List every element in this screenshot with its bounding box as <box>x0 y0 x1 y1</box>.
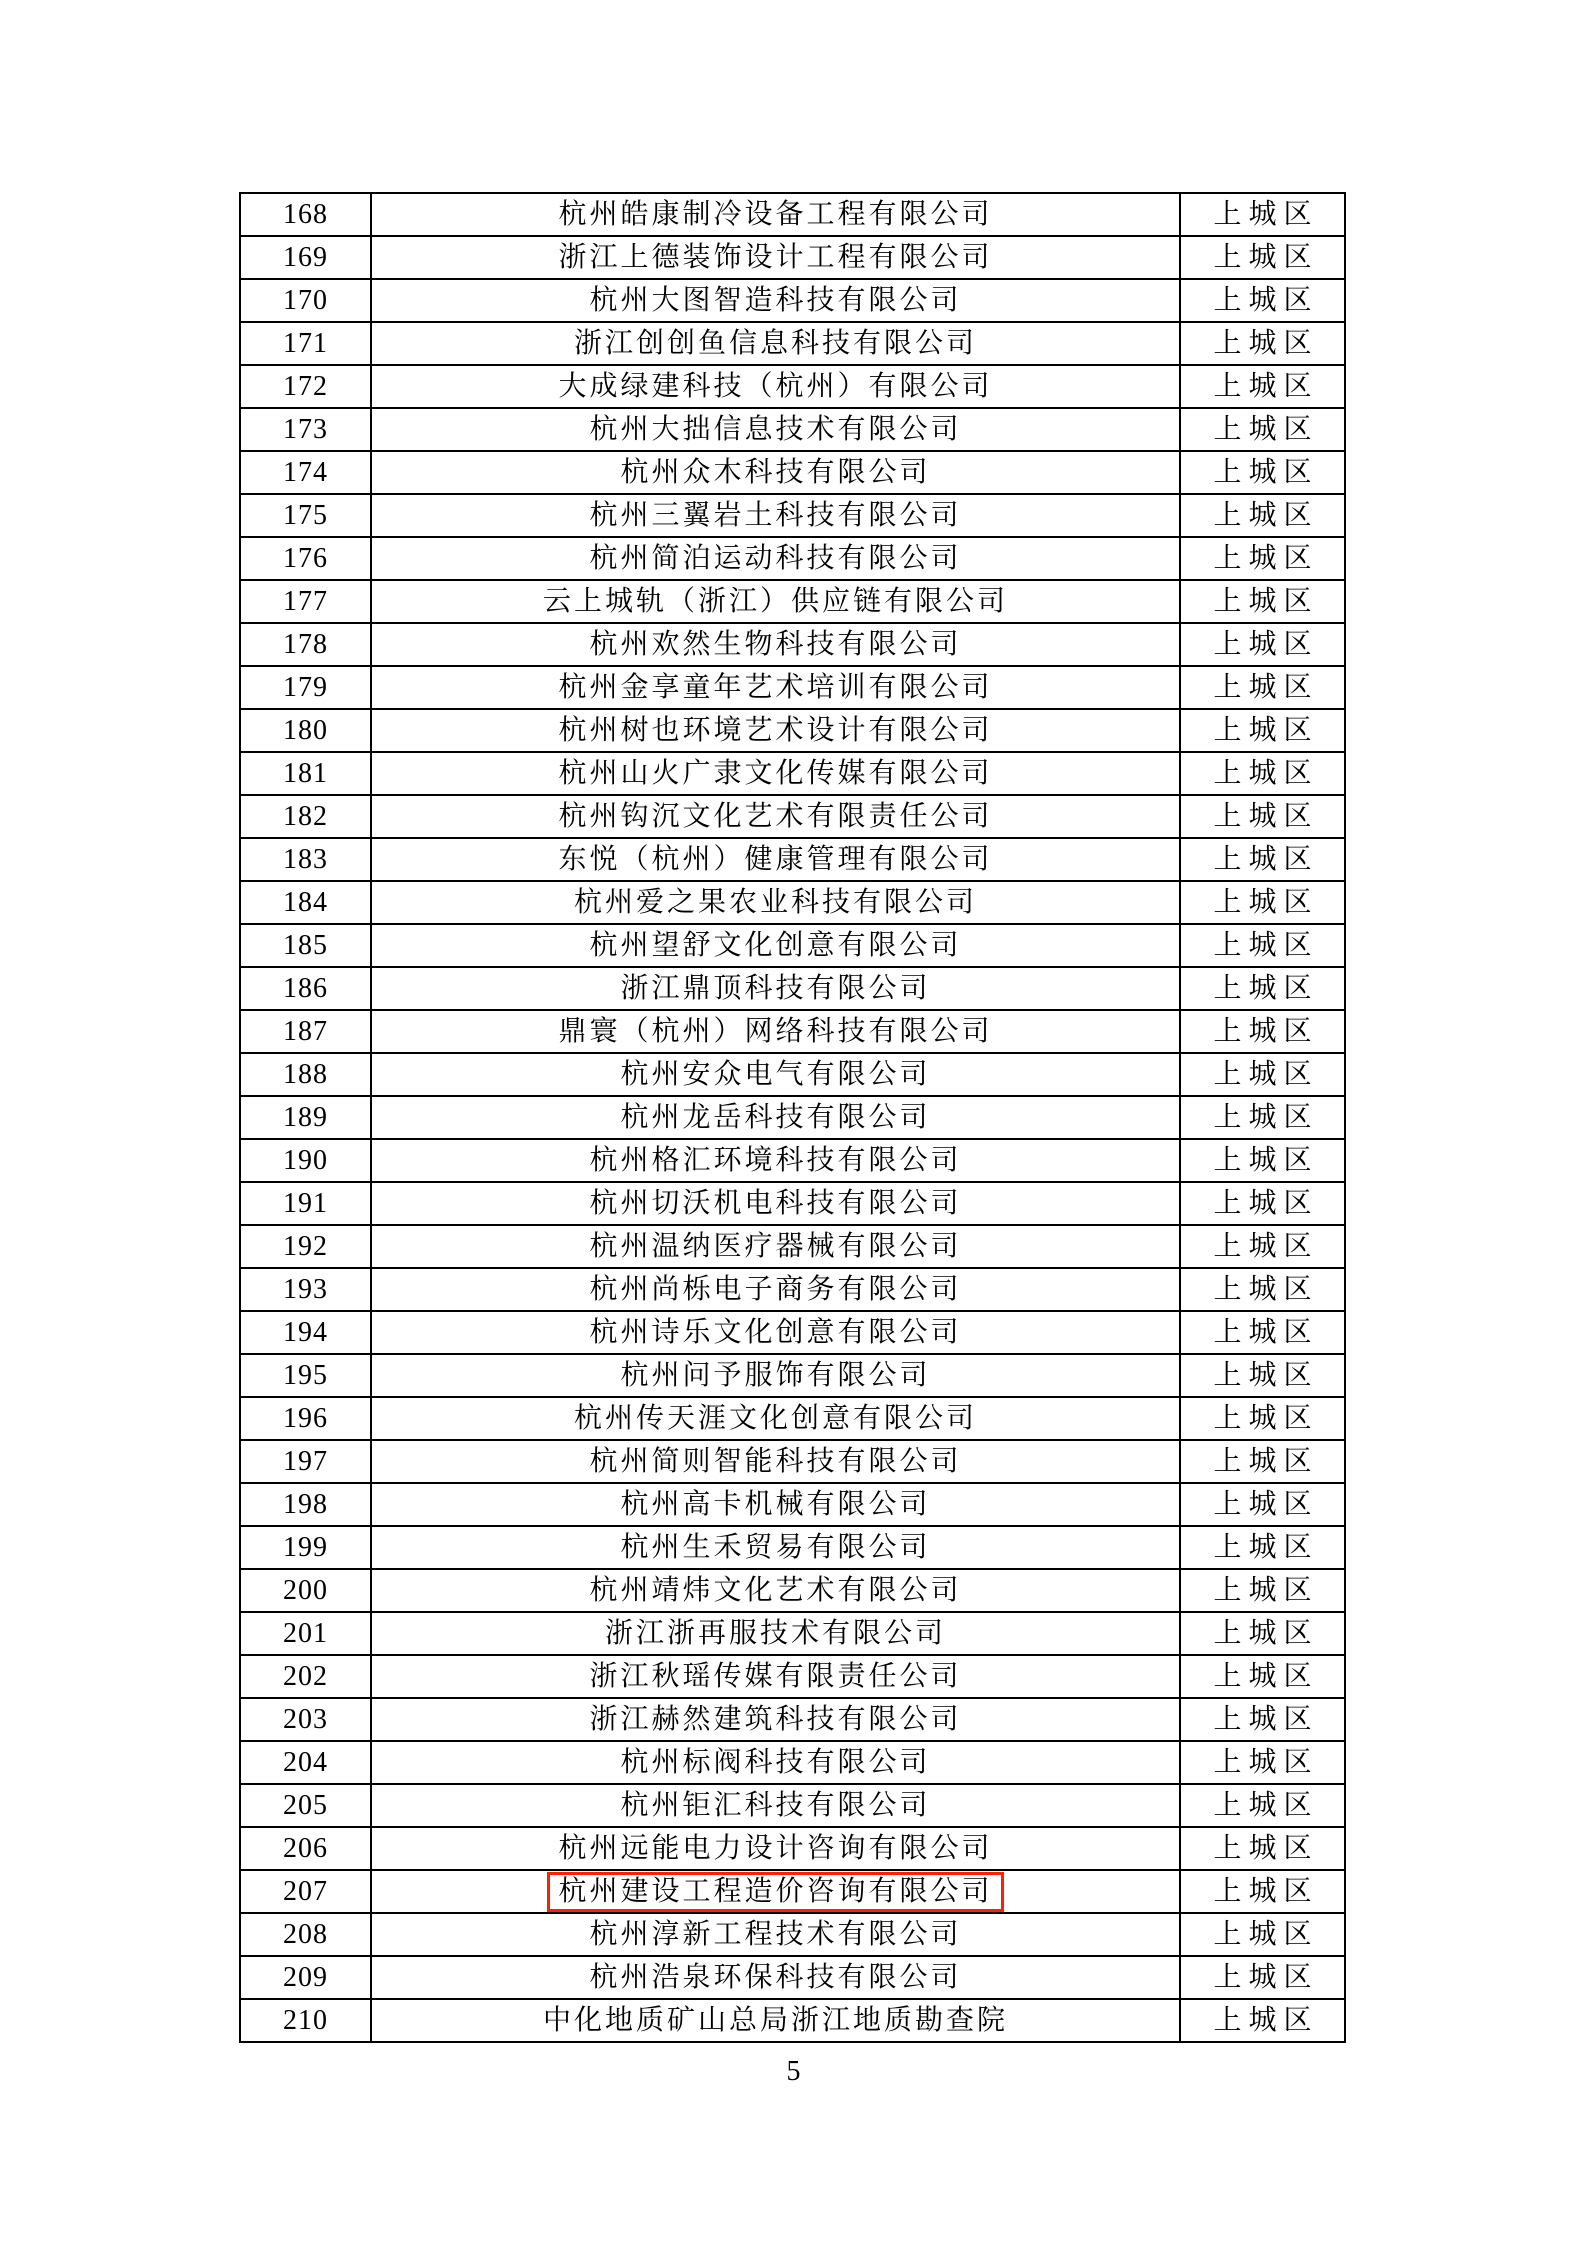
company-name-text: 杭州众木科技有限公司 <box>620 456 931 488</box>
company-name-cell <box>371 580 1180 623</box>
company-name-cell <box>371 1870 1180 1913</box>
district-cell <box>1180 1225 1345 1268</box>
company-name-text: 杭州树也环境艺术设计有限公司 <box>558 714 993 746</box>
district-text: 上城区 <box>1213 1230 1319 1262</box>
district-cell <box>1180 1741 1345 1784</box>
district-text: 上城区 <box>1213 327 1319 359</box>
district-cell <box>1180 1440 1345 1483</box>
row-number-cell: 203 <box>240 1698 371 1741</box>
company-name-text: 中化地质矿山总局浙江地质勘查院 <box>542 2004 1008 2036</box>
table-row <box>240 1612 1345 1655</box>
company-name-cell <box>371 1569 1180 1612</box>
company-name-cell <box>371 1612 1180 1655</box>
row-number-cell: 194 <box>240 1311 371 1354</box>
table-row <box>240 1440 1345 1483</box>
table-row <box>240 1268 1345 1311</box>
row-number-cell: 184 <box>240 881 371 924</box>
row-number-cell: 209 <box>240 1956 371 1999</box>
district-text: 上城区 <box>1213 714 1319 746</box>
company-name-cell <box>371 408 1180 451</box>
company-name-text: 杭州大图智造科技有限公司 <box>589 284 962 316</box>
district-cell <box>1180 1354 1345 1397</box>
district-cell <box>1180 1397 1345 1440</box>
district-cell <box>1180 1956 1345 1999</box>
company-name-cell <box>371 322 1180 365</box>
company-name-cell <box>371 924 1180 967</box>
company-name-text: 鼎寰（杭州）网络科技有限公司 <box>558 1015 993 1047</box>
table-row <box>240 967 1345 1010</box>
row-number-cell: 207 <box>240 1870 371 1913</box>
company-name-cell <box>371 795 1180 838</box>
district-cell <box>1180 451 1345 494</box>
company-name-text: 杭州标阀科技有限公司 <box>620 1746 931 1778</box>
district-cell <box>1180 1311 1345 1354</box>
row-number-cell: 183 <box>240 838 371 881</box>
district-cell <box>1180 236 1345 279</box>
company-name-text: 浙江创创鱼信息科技有限公司 <box>573 327 977 359</box>
district-cell <box>1180 1182 1345 1225</box>
table-row <box>240 1569 1345 1612</box>
row-number-cell: 210 <box>240 1999 371 2042</box>
row-number-cell: 174 <box>240 451 371 494</box>
company-name-text: 杭州钜汇科技有限公司 <box>620 1789 931 1821</box>
row-number-cell: 193 <box>240 1268 371 1311</box>
company-name-text: 浙江上德装饰设计工程有限公司 <box>558 241 993 273</box>
row-number-cell: 171 <box>240 322 371 365</box>
district-cell <box>1180 881 1345 924</box>
company-name-cell <box>371 1741 1180 1784</box>
table-row <box>240 1182 1345 1225</box>
district-cell <box>1180 924 1345 967</box>
district-text: 上城区 <box>1213 929 1319 961</box>
row-number-cell: 205 <box>240 1784 371 1827</box>
district-text: 上城区 <box>1213 886 1319 918</box>
district-text: 上城区 <box>1213 1617 1319 1649</box>
table-row <box>240 795 1345 838</box>
row-number-cell: 187 <box>240 1010 371 1053</box>
table-row <box>240 236 1345 279</box>
table-row <box>240 924 1345 967</box>
company-name-cell <box>371 193 1180 236</box>
company-name-cell <box>371 1268 1180 1311</box>
table-row <box>240 1913 1345 1956</box>
row-number-cell: 180 <box>240 709 371 752</box>
table-row <box>240 1483 1345 1526</box>
table-row <box>240 1655 1345 1698</box>
district-text: 上城区 <box>1213 843 1319 875</box>
district-cell <box>1180 1999 1345 2042</box>
table-row <box>240 1526 1345 1569</box>
page-number: 5 <box>786 2056 801 2087</box>
table-row <box>240 838 1345 881</box>
district-text: 上城区 <box>1213 1574 1319 1606</box>
table-row <box>240 1999 1345 2042</box>
district-cell <box>1180 1698 1345 1741</box>
table-row <box>240 1139 1345 1182</box>
row-number-cell: 168 <box>240 193 371 236</box>
row-number-cell: 208 <box>240 1913 371 1956</box>
company-name-text: 杭州温纳医疗器械有限公司 <box>589 1230 962 1262</box>
district-text: 上城区 <box>1213 1832 1319 1864</box>
district-cell <box>1180 1827 1345 1870</box>
district-cell <box>1180 279 1345 322</box>
district-text: 上城区 <box>1213 2004 1319 2036</box>
company-name-text: 东悦（杭州）健康管理有限公司 <box>558 843 993 875</box>
district-text: 上城区 <box>1213 1961 1319 1993</box>
company-name-text: 杭州切沃机电科技有限公司 <box>589 1187 962 1219</box>
company-name-cell <box>371 1827 1180 1870</box>
table-row <box>240 1053 1345 1096</box>
company-name-text: 杭州诗乐文化创意有限公司 <box>589 1316 962 1348</box>
district-text: 上城区 <box>1213 1660 1319 1692</box>
district-text: 上城区 <box>1213 1359 1319 1391</box>
company-name-text: 杭州欢然生物科技有限公司 <box>589 628 962 660</box>
district-cell <box>1180 1268 1345 1311</box>
district-cell <box>1180 1784 1345 1827</box>
company-name-cell <box>371 967 1180 1010</box>
company-name-cell <box>371 1311 1180 1354</box>
table-row <box>240 537 1345 580</box>
company-name-text: 杭州简则智能科技有限公司 <box>589 1445 962 1477</box>
company-name-cell <box>371 666 1180 709</box>
company-name-cell <box>371 494 1180 537</box>
company-name-cell <box>371 1010 1180 1053</box>
table-row <box>240 1698 1345 1741</box>
company-name-cell <box>371 752 1180 795</box>
company-name-cell <box>371 709 1180 752</box>
company-name-text: 浙江浙再服技术有限公司 <box>604 1617 946 1649</box>
table-row <box>240 408 1345 451</box>
company-name-text: 浙江鼎顶科技有限公司 <box>620 972 931 1004</box>
company-name-text: 杭州安众电气有限公司 <box>620 1058 931 1090</box>
district-cell <box>1180 1526 1345 1569</box>
company-name-text: 云上城轨（浙江）供应链有限公司 <box>542 585 1008 617</box>
district-cell <box>1180 1053 1345 1096</box>
table-row <box>240 1225 1345 1268</box>
company-name-text: 杭州爱之果农业科技有限公司 <box>573 886 977 918</box>
company-name-cell <box>371 1440 1180 1483</box>
row-number-cell: 181 <box>240 752 371 795</box>
row-number-cell: 173 <box>240 408 371 451</box>
row-number-cell: 201 <box>240 1612 371 1655</box>
district-cell <box>1180 537 1345 580</box>
company-name-text: 杭州格汇环境科技有限公司 <box>589 1144 962 1176</box>
district-text: 上城区 <box>1213 1488 1319 1520</box>
district-cell <box>1180 838 1345 881</box>
row-number-cell: 177 <box>240 580 371 623</box>
company-name-cell <box>371 838 1180 881</box>
district-text: 上城区 <box>1213 1187 1319 1219</box>
company-name-text: 杭州金享童年艺术培训有限公司 <box>558 671 993 703</box>
row-number-cell: 185 <box>240 924 371 967</box>
company-name-text: 杭州远能电力设计咨询有限公司 <box>558 1832 993 1864</box>
district-cell <box>1180 1612 1345 1655</box>
table-row <box>240 1311 1345 1354</box>
table-row <box>240 451 1345 494</box>
company-name-cell <box>371 537 1180 580</box>
district-text: 上城区 <box>1213 1402 1319 1434</box>
district-text: 上城区 <box>1213 1445 1319 1477</box>
table-row <box>240 494 1345 537</box>
company-name-text: 杭州龙岳科技有限公司 <box>620 1101 931 1133</box>
company-name-cell <box>371 1784 1180 1827</box>
district-text: 上城区 <box>1213 413 1319 445</box>
row-number-cell: 169 <box>240 236 371 279</box>
row-number-cell: 200 <box>240 1569 371 1612</box>
table-row <box>240 1354 1345 1397</box>
row-number-cell: 189 <box>240 1096 371 1139</box>
district-text: 上城区 <box>1213 241 1319 273</box>
district-cell <box>1180 1139 1345 1182</box>
table-row <box>240 752 1345 795</box>
row-number-cell: 172 <box>240 365 371 408</box>
company-name-cell <box>371 451 1180 494</box>
district-cell <box>1180 1483 1345 1526</box>
table-row <box>240 666 1345 709</box>
district-cell <box>1180 1913 1345 1956</box>
table-row-highlighted <box>240 1870 1345 1913</box>
table-row <box>240 322 1345 365</box>
row-number-cell: 206 <box>240 1827 371 1870</box>
district-cell <box>1180 365 1345 408</box>
company-name-text: 杭州生禾贸易有限公司 <box>620 1531 931 1563</box>
district-cell <box>1180 322 1345 365</box>
table-row <box>240 1741 1345 1784</box>
company-name-text: 杭州简泊运动科技有限公司 <box>589 542 962 574</box>
company-name-text: 杭州皓康制冷设备工程有限公司 <box>558 198 993 230</box>
district-text: 上城区 <box>1213 628 1319 660</box>
district-text: 上城区 <box>1213 1101 1319 1133</box>
district-text: 上城区 <box>1213 1875 1319 1907</box>
company-name-cell <box>371 1139 1180 1182</box>
district-cell <box>1180 752 1345 795</box>
company-name-text: 杭州靖炜文化艺术有限公司 <box>589 1574 962 1606</box>
company-name-cell <box>371 1698 1180 1741</box>
district-cell <box>1180 1569 1345 1612</box>
table-row <box>240 279 1345 322</box>
company-name-cell <box>371 1354 1180 1397</box>
district-cell <box>1180 193 1345 236</box>
row-number-cell: 198 <box>240 1483 371 1526</box>
district-text: 上城区 <box>1213 499 1319 531</box>
district-cell <box>1180 408 1345 451</box>
row-number-cell: 170 <box>240 279 371 322</box>
company-name-cell <box>371 1956 1180 1999</box>
company-name-text: 杭州问予服饰有限公司 <box>620 1359 931 1391</box>
district-cell <box>1180 795 1345 838</box>
company-name-text: 浙江赫然建筑科技有限公司 <box>589 1703 962 1735</box>
district-text: 上城区 <box>1213 370 1319 402</box>
company-name-text: 杭州望舒文化创意有限公司 <box>589 929 962 961</box>
company-table-body <box>240 193 1345 2042</box>
district-text: 上城区 <box>1213 800 1319 832</box>
company-name-text: 杭州浩泉环保科技有限公司 <box>589 1961 962 1993</box>
row-number-cell: 196 <box>240 1397 371 1440</box>
company-name-cell <box>371 1655 1180 1698</box>
row-number-cell: 195 <box>240 1354 371 1397</box>
company-name-text: 杭州钩沉文化艺术有限责任公司 <box>558 800 993 832</box>
company-name-text: 杭州山火广隶文化传媒有限公司 <box>558 757 993 789</box>
district-text: 上城区 <box>1213 1789 1319 1821</box>
company-name-text-highlighted: 杭州建设工程造价咨询有限公司 <box>547 1872 1003 1912</box>
district-cell <box>1180 666 1345 709</box>
table-row <box>240 623 1345 666</box>
district-text: 上城区 <box>1213 542 1319 574</box>
district-text: 上城区 <box>1213 284 1319 316</box>
company-name-cell <box>371 881 1180 924</box>
row-number-cell: 176 <box>240 537 371 580</box>
row-number-cell: 182 <box>240 795 371 838</box>
district-text: 上城区 <box>1213 1273 1319 1305</box>
district-text: 上城区 <box>1213 1015 1319 1047</box>
company-name-cell <box>371 1225 1180 1268</box>
row-number-cell: 186 <box>240 967 371 1010</box>
table-row <box>240 1827 1345 1870</box>
company-name-cell <box>371 365 1180 408</box>
company-name-cell <box>371 1397 1180 1440</box>
row-number-cell: 190 <box>240 1139 371 1182</box>
company-name-cell <box>371 1053 1180 1096</box>
row-number-cell: 175 <box>240 494 371 537</box>
table-row <box>240 580 1345 623</box>
district-text: 上城区 <box>1213 1531 1319 1563</box>
district-cell <box>1180 623 1345 666</box>
company-name-cell <box>371 1096 1180 1139</box>
district-text: 上城区 <box>1213 972 1319 1004</box>
district-cell <box>1180 1010 1345 1053</box>
company-name-cell <box>371 623 1180 666</box>
company-name-cell <box>371 279 1180 322</box>
company-name-cell <box>371 1913 1180 1956</box>
row-number-cell: 197 <box>240 1440 371 1483</box>
table-row <box>240 1397 1345 1440</box>
company-name-text: 杭州传天涯文化创意有限公司 <box>573 1402 977 1434</box>
district-text: 上城区 <box>1213 1058 1319 1090</box>
district-cell <box>1180 967 1345 1010</box>
company-name-cell <box>371 236 1180 279</box>
company-name-text: 杭州淳新工程技术有限公司 <box>589 1918 962 1950</box>
company-name-cell <box>371 1999 1180 2042</box>
district-cell <box>1180 709 1345 752</box>
company-name-cell <box>371 1182 1180 1225</box>
company-name-cell <box>371 1526 1180 1569</box>
row-number-cell: 199 <box>240 1526 371 1569</box>
district-text: 上城区 <box>1213 1144 1319 1176</box>
company-name-text: 大成绿建科技（杭州）有限公司 <box>558 370 993 402</box>
district-text: 上城区 <box>1213 1918 1319 1950</box>
table-row <box>240 1956 1345 1999</box>
company-name-cell <box>371 1483 1180 1526</box>
table-row <box>240 1010 1345 1053</box>
company-name-text: 杭州高卡机械有限公司 <box>620 1488 931 1520</box>
company-table <box>239 192 1346 2043</box>
district-text: 上城区 <box>1213 1746 1319 1778</box>
district-cell <box>1180 1870 1345 1913</box>
district-cell <box>1180 494 1345 537</box>
row-number-cell: 178 <box>240 623 371 666</box>
row-number-cell: 179 <box>240 666 371 709</box>
district-text: 上城区 <box>1213 456 1319 488</box>
row-number-cell: 202 <box>240 1655 371 1698</box>
table-row <box>240 193 1345 236</box>
table-row <box>240 1784 1345 1827</box>
row-number-cell: 192 <box>240 1225 371 1268</box>
company-name-text: 杭州三翼岩土科技有限公司 <box>589 499 962 531</box>
district-cell <box>1180 1096 1345 1139</box>
district-text: 上城区 <box>1213 671 1319 703</box>
district-text: 上城区 <box>1213 1703 1319 1735</box>
district-cell <box>1180 580 1345 623</box>
row-number-cell: 204 <box>240 1741 371 1784</box>
district-text: 上城区 <box>1213 757 1319 789</box>
company-name-text: 浙江秋瑶传媒有限责任公司 <box>589 1660 962 1692</box>
row-number-cell: 191 <box>240 1182 371 1225</box>
district-text: 上城区 <box>1213 1316 1319 1348</box>
table-row <box>240 881 1345 924</box>
company-name-text: 杭州尚栎电子商务有限公司 <box>589 1273 962 1305</box>
table-row <box>240 1096 1345 1139</box>
district-text: 上城区 <box>1213 198 1319 230</box>
company-name-text: 杭州大拙信息技术有限公司 <box>589 413 962 445</box>
table-row <box>240 709 1345 752</box>
district-text: 上城区 <box>1213 585 1319 617</box>
district-cell <box>1180 1655 1345 1698</box>
table-row <box>240 365 1345 408</box>
row-number-cell: 188 <box>240 1053 371 1096</box>
